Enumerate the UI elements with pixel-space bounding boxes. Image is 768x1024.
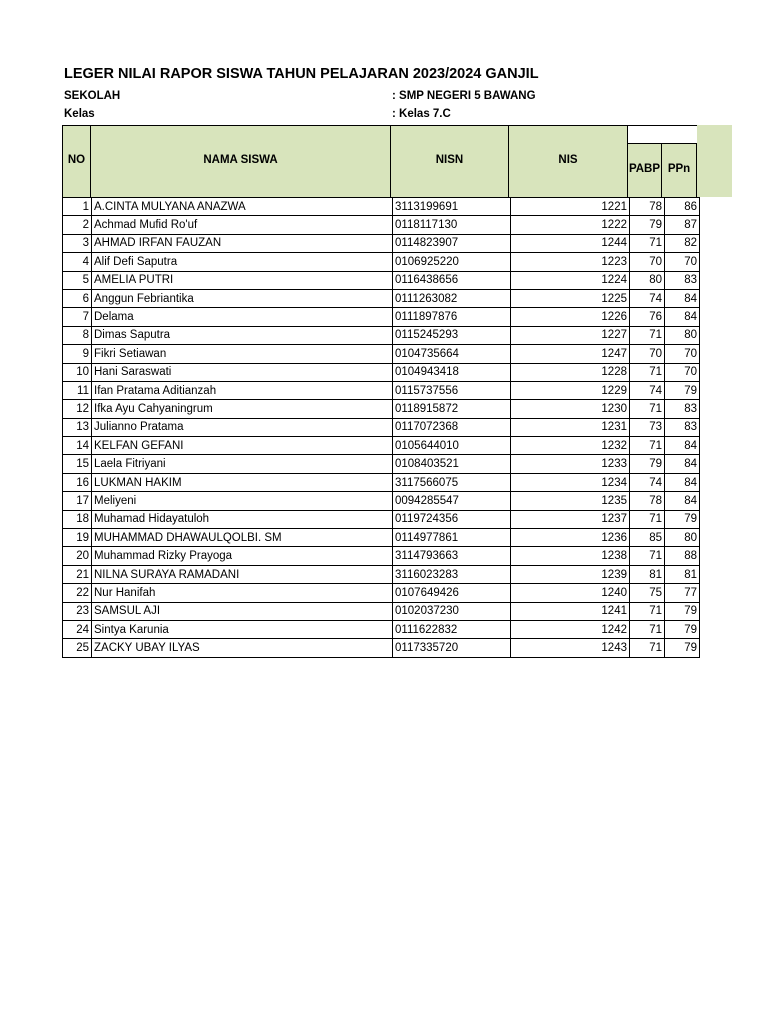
cell-nisn: 0118117130	[393, 216, 511, 234]
cell-ppn: 80	[665, 326, 700, 344]
table-row	[63, 547, 700, 565]
cell-ppn: 70	[665, 363, 700, 381]
cell-nisn: 0119724356	[393, 510, 511, 528]
cell-ppn: 84	[665, 289, 700, 307]
cell-nis: 1224	[511, 271, 630, 289]
table-row	[63, 492, 700, 510]
cell-ppn: 87	[665, 216, 700, 234]
cell-ppn: 79	[665, 510, 700, 528]
cell-ppn: 84	[665, 473, 700, 491]
cell-nis: 1243	[511, 639, 630, 657]
table-row	[63, 345, 700, 363]
cell-nama-siswa: MUHAMMAD DHAWAULQOLBI. SM	[92, 529, 393, 547]
cell-nama-siswa: Anggun Febriantika	[92, 289, 393, 307]
cell-no: 18	[63, 510, 92, 528]
class-value: : Kelas 7.C	[392, 108, 451, 120]
cell-nama-siswa: Dimas Saputra	[92, 326, 393, 344]
cell-nisn: 0111263082	[393, 289, 511, 307]
cell-nisn: 3114793663	[393, 547, 511, 565]
cell-no: 2	[63, 216, 92, 234]
cell-ppn: 84	[665, 492, 700, 510]
cell-no: 25	[63, 639, 92, 657]
cell-ppn: 81	[665, 565, 700, 583]
cell-nisn: 0102037230	[393, 602, 511, 620]
table-row	[63, 289, 700, 307]
cell-pabp: 71	[630, 510, 665, 528]
cell-pabp: 71	[630, 547, 665, 565]
header-nisn: NISN	[435, 154, 464, 166]
cell-nama-siswa: SAMSUL AJI	[92, 602, 393, 620]
cell-pabp: 71	[630, 639, 665, 657]
cell-nisn: 0114823907	[393, 234, 511, 252]
class-info-row	[64, 108, 664, 124]
cell-ppn: 84	[665, 455, 700, 473]
cell-nis: 1242	[511, 620, 630, 638]
cell-nisn: 0106925220	[393, 253, 511, 271]
cell-ppn: 79	[665, 639, 700, 657]
cell-nisn: 3117566075	[393, 473, 511, 491]
cell-pabp: 74	[630, 473, 665, 491]
cell-nisn: 0094285547	[393, 492, 511, 510]
cell-no: 11	[63, 381, 92, 399]
cell-nama-siswa: Alif Defi Saputra	[92, 253, 393, 271]
cell-pabp: 70	[630, 345, 665, 363]
cell-nama-siswa: Meliyeni	[92, 492, 393, 510]
table-row	[63, 363, 700, 381]
cell-nama-siswa: Sintya Karunia	[92, 620, 393, 638]
cell-nama-siswa: AMELIA PUTRI	[92, 271, 393, 289]
cell-nama-siswa: Muhammad Rizky Prayoga	[92, 547, 393, 565]
cell-nisn: 0108403521	[393, 455, 511, 473]
cell-nama-siswa: ZACKY UBAY ILYAS	[92, 639, 393, 657]
cell-nis: 1241	[511, 602, 630, 620]
cell-no: 24	[63, 620, 92, 638]
cell-no: 21	[63, 565, 92, 583]
cell-pabp: 85	[630, 529, 665, 547]
table-header-extra-band	[697, 125, 732, 197]
cell-nis: 1237	[511, 510, 630, 528]
cell-pabp: 71	[630, 437, 665, 455]
header-no: NO	[67, 154, 86, 166]
cell-nisn: 0115245293	[393, 326, 511, 344]
cell-nis: 1234	[511, 473, 630, 491]
cell-ppn: 79	[665, 381, 700, 399]
cell-nisn: 0104735664	[393, 345, 511, 363]
cell-pabp: 79	[630, 216, 665, 234]
cell-ppn: 70	[665, 253, 700, 271]
cell-ppn: 80	[665, 529, 700, 547]
table-row	[63, 400, 700, 418]
school-info-row	[64, 90, 664, 106]
table-row	[63, 253, 700, 271]
header-right-border	[696, 143, 697, 197]
cell-nis: 1232	[511, 437, 630, 455]
table-row	[63, 510, 700, 528]
cell-ppn: 88	[665, 547, 700, 565]
table-row	[63, 639, 700, 657]
cell-nama-siswa: KELFAN GEFANI	[92, 437, 393, 455]
cell-nama-siswa: Laela Fitriyani	[92, 455, 393, 473]
cell-ppn: 83	[665, 400, 700, 418]
cell-pabp: 74	[630, 381, 665, 399]
cell-no: 17	[63, 492, 92, 510]
cell-nisn: 0117072368	[393, 418, 511, 436]
cell-nisn: 0107649426	[393, 584, 511, 602]
cell-pabp: 71	[630, 326, 665, 344]
cell-pabp: 71	[630, 602, 665, 620]
cell-pabp: 78	[630, 198, 665, 216]
cell-pabp: 71	[630, 620, 665, 638]
header-ppn: PPn	[667, 163, 691, 175]
cell-no: 10	[63, 363, 92, 381]
cell-ppn: 79	[665, 602, 700, 620]
cell-no: 15	[63, 455, 92, 473]
cell-ppn: 79	[665, 620, 700, 638]
table-row	[63, 437, 700, 455]
school-value: : SMP NEGERI 5 BAWANG	[392, 90, 536, 102]
cell-no: 13	[63, 418, 92, 436]
school-label: SEKOLAH	[64, 90, 121, 102]
table-row	[63, 418, 700, 436]
cell-pabp: 75	[630, 584, 665, 602]
cell-nisn: 3116023283	[393, 565, 511, 583]
cell-nisn: 0105644010	[393, 437, 511, 455]
cell-nisn: 0118915872	[393, 400, 511, 418]
table-row	[63, 473, 700, 491]
cell-no: 8	[63, 326, 92, 344]
cell-nisn: 0116438656	[393, 271, 511, 289]
cell-nama-siswa: Achmad Mufid Ro'uf	[92, 216, 393, 234]
cell-no: 4	[63, 253, 92, 271]
document-title: LEGER NILAI RAPOR SISWA TAHUN PELAJARAN 2023/2024 GANJIL	[64, 66, 539, 82]
cell-nis: 1227	[511, 326, 630, 344]
cell-no: 9	[63, 345, 92, 363]
cell-nis: 1247	[511, 345, 630, 363]
cell-nis: 1236	[511, 529, 630, 547]
cell-nisn: 0117335720	[393, 639, 511, 657]
cell-ppn: 86	[665, 198, 700, 216]
cell-nis: 1230	[511, 400, 630, 418]
cell-pabp: 76	[630, 308, 665, 326]
cell-ppn: 84	[665, 437, 700, 455]
table-row	[63, 198, 700, 216]
cell-nama-siswa: A.CINTA MULYANA ANAZWA	[92, 198, 393, 216]
cell-nisn: 0114977861	[393, 529, 511, 547]
cell-no: 3	[63, 234, 92, 252]
cell-pabp: 71	[630, 234, 665, 252]
table-row	[63, 308, 700, 326]
cell-no: 20	[63, 547, 92, 565]
cell-nama-siswa: Ifka Ayu Cahyaningrum	[92, 400, 393, 418]
cell-nama-siswa: Julianno Pratama	[92, 418, 393, 436]
cell-ppn: 82	[665, 234, 700, 252]
cell-ppn: 70	[665, 345, 700, 363]
cell-no: 1	[63, 198, 92, 216]
cell-nis: 1235	[511, 492, 630, 510]
cell-no: 16	[63, 473, 92, 491]
header-nis: NIS	[558, 154, 578, 166]
cell-nama-siswa: AHMAD IRFAN FAUZAN	[92, 234, 393, 252]
cell-nama-siswa: Nur Hanifah	[92, 584, 393, 602]
header-nama-siswa: NAMA SISWA	[203, 154, 278, 166]
cell-nama-siswa: LUKMAN HAKIM	[92, 473, 393, 491]
cell-pabp: 81	[630, 565, 665, 583]
table-row	[63, 381, 700, 399]
cell-nis: 1239	[511, 565, 630, 583]
cell-nis: 1233	[511, 455, 630, 473]
cell-no: 5	[63, 271, 92, 289]
table-row	[63, 529, 700, 547]
cell-pabp: 70	[630, 253, 665, 271]
table-row	[63, 326, 700, 344]
cell-nama-siswa: Fikri Setiawan	[92, 345, 393, 363]
cell-nama-siswa: NILNA SURAYA RAMADANI	[92, 565, 393, 583]
cell-nisn: 0104943418	[393, 363, 511, 381]
cell-ppn: 83	[665, 418, 700, 436]
cell-nis: 1226	[511, 308, 630, 326]
cell-nis: 1238	[511, 547, 630, 565]
cell-nis: 1221	[511, 198, 630, 216]
cell-nama-siswa: Ifan Pratama Aditianzah	[92, 381, 393, 399]
cell-no: 7	[63, 308, 92, 326]
cell-nis: 1229	[511, 381, 630, 399]
cell-pabp: 80	[630, 271, 665, 289]
header-pabp: PABP	[628, 163, 661, 175]
cell-nis: 1231	[511, 418, 630, 436]
cell-no: 6	[63, 289, 92, 307]
table-row	[63, 565, 700, 583]
cell-no: 23	[63, 602, 92, 620]
cell-pabp: 71	[630, 363, 665, 381]
cell-nis: 1225	[511, 289, 630, 307]
cell-pabp: 71	[630, 400, 665, 418]
cell-pabp: 78	[630, 492, 665, 510]
table-row	[63, 584, 700, 602]
cell-nisn: 0115737556	[393, 381, 511, 399]
cell-ppn: 84	[665, 308, 700, 326]
grades-table-body	[63, 198, 700, 658]
cell-pabp: 79	[630, 455, 665, 473]
cell-ppn: 83	[665, 271, 700, 289]
cell-nis: 1240	[511, 584, 630, 602]
cell-no: 12	[63, 400, 92, 418]
cell-no: 22	[63, 584, 92, 602]
cell-nis: 1244	[511, 234, 630, 252]
cell-pabp: 73	[630, 418, 665, 436]
grades-table	[62, 197, 700, 658]
table-row	[63, 234, 700, 252]
cell-nisn: 3113199691	[393, 198, 511, 216]
cell-no: 19	[63, 529, 92, 547]
cell-pabp: 74	[630, 289, 665, 307]
cell-ppn: 77	[665, 584, 700, 602]
table-row	[63, 216, 700, 234]
cell-nama-siswa: Delama	[92, 308, 393, 326]
cell-nama-siswa: Hani Saraswati	[92, 363, 393, 381]
cell-nis: 1222	[511, 216, 630, 234]
cell-nisn: 0111622832	[393, 620, 511, 638]
table-row	[63, 620, 700, 638]
cell-nama-siswa: Muhamad Hidayatuloh	[92, 510, 393, 528]
class-label: Kelas	[64, 108, 95, 120]
table-row	[63, 602, 700, 620]
cell-no: 14	[63, 437, 92, 455]
table-row	[63, 271, 700, 289]
cell-nisn: 0111897876	[393, 308, 511, 326]
table-row	[63, 455, 700, 473]
cell-nis: 1228	[511, 363, 630, 381]
cell-nis: 1223	[511, 253, 630, 271]
